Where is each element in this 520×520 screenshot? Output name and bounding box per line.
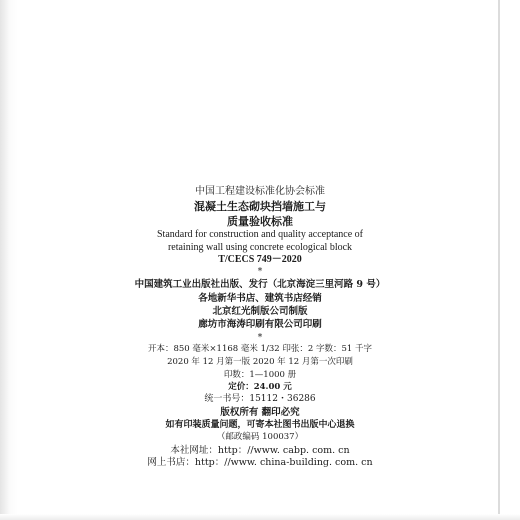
english-title-line-2: retaining wall using concrete ecological block bbox=[167, 242, 353, 253]
separator-asterisk-2: * bbox=[257, 333, 263, 343]
edition-line: 2020 年 12 月第一版 2020 年 12 月第一次印刷 bbox=[167, 357, 353, 367]
distributor-line: 各地新华书店、建筑书店经销 bbox=[198, 293, 322, 304]
price: 定价：24.00 元 bbox=[228, 382, 292, 392]
association-name: 中国工程建设标准化协会标准 bbox=[195, 186, 325, 197]
standard-title-line-1: 混凝土生态砌块挡墙施工与 bbox=[194, 200, 326, 213]
publisher-line: 中国建筑工业出版社出版、发行（北京海淀三里河路 9 号） bbox=[134, 279, 386, 290]
return-notice: 如有印装质量问题，可寄本社图书出版中心退换 bbox=[165, 420, 355, 430]
typesetter-line: 北京红光制版公司制版 bbox=[212, 306, 308, 317]
format-line: 开本：850 毫米×1168 毫米 1/32 印张：2 字数：51 千字 bbox=[147, 344, 372, 354]
copyright-notice: 版权所有 翻印必究 bbox=[220, 407, 300, 418]
website-line: 本社网址：http：//www. cabp. com. cn bbox=[170, 445, 350, 456]
isbn-line: 统一书号：15112・36286 bbox=[204, 394, 316, 404]
postcode: （邮政编码 100037） bbox=[216, 432, 304, 442]
standard-code: T/CECS 749－2020 bbox=[218, 254, 302, 265]
print-run: 印数：1—1000 册 bbox=[223, 370, 297, 380]
separator-asterisk: * bbox=[257, 267, 263, 277]
standard-title-line-2: 质量验收标准 bbox=[227, 215, 293, 228]
printer-line: 廊坊市海涛印刷有限公司印刷 bbox=[198, 319, 322, 330]
english-title-line-1: Standard for construction and quality acceptance of bbox=[156, 229, 364, 240]
page-shadow-bottom bbox=[0, 514, 520, 520]
online-store-line: 网上书店：http：//www. china-building. com. cn bbox=[147, 457, 373, 468]
